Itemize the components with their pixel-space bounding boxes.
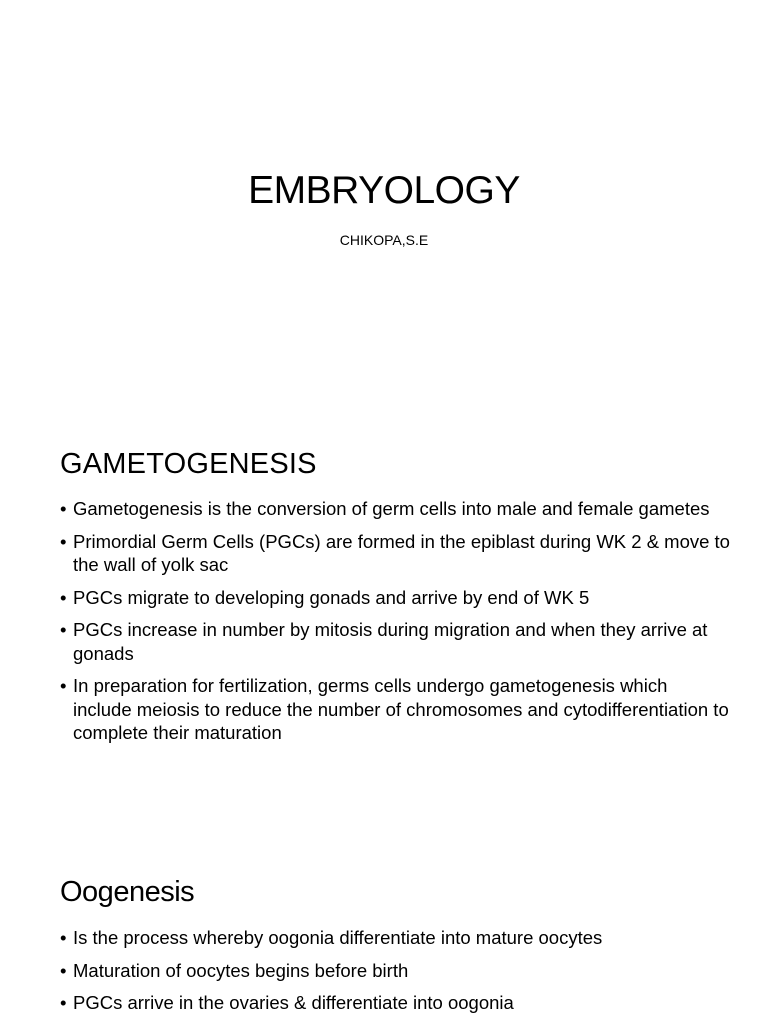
slide-author: CHIKOPA,S.E <box>339 232 429 248</box>
list-item <box>60 959 730 983</box>
bullet-text: In preparation for fertilization, germs cells undergo gametogenesis which include meiosis to reduce the number of chromosomes and cytodifferentiation to complete their maturation <box>73 675 729 743</box>
bullet-icon: • <box>60 675 67 696</box>
bullet-icon: • <box>60 619 67 640</box>
bullet-text: PGCs increase in number by mitosis during migration and when they arrive at gonads <box>73 619 708 664</box>
list-item <box>60 530 730 577</box>
bullet-text: Primordial Germ Cells (PGCs) are formed in the epiblast during WK 2 & move to the wall of yolk sac <box>73 530 730 575</box>
list-item <box>60 618 730 665</box>
list-item <box>60 586 730 610</box>
list-item <box>60 497 730 521</box>
title-slide <box>0 0 768 380</box>
gametogenesis-bullet-list <box>60 497 730 754</box>
bullet-text: PGCs arrive in the ovaries & differentiate into oogonia <box>73 992 514 1013</box>
oogenesis-bullet-list <box>60 926 730 1024</box>
bullet-icon: • <box>60 586 67 608</box>
bullet-icon: • <box>60 927 67 948</box>
slide-title: EMBRYOLOGY <box>248 169 520 212</box>
bullet-icon: • <box>60 959 67 981</box>
list-item <box>60 926 730 950</box>
bullet-text: PGCs migrate to developing gonads and arrive by end of WK 5 <box>73 586 590 608</box>
bullet-icon: • <box>60 498 67 519</box>
bullet-icon: • <box>60 992 67 1013</box>
bullet-text: Gametogenesis is the conversion of germ cells into male and female gametes <box>73 498 710 519</box>
bullet-text: Maturation of oocytes begins before birth <box>73 959 409 981</box>
list-item <box>60 991 730 1015</box>
bullet-text: Is the process whereby oogonia differentiate into mature oocytes <box>73 927 603 948</box>
oogenesis-heading: Oogenesis <box>60 876 195 908</box>
list-item <box>60 674 730 745</box>
bullet-icon: • <box>60 530 67 552</box>
gametogenesis-heading: GAMETOGENESIS <box>60 448 317 480</box>
